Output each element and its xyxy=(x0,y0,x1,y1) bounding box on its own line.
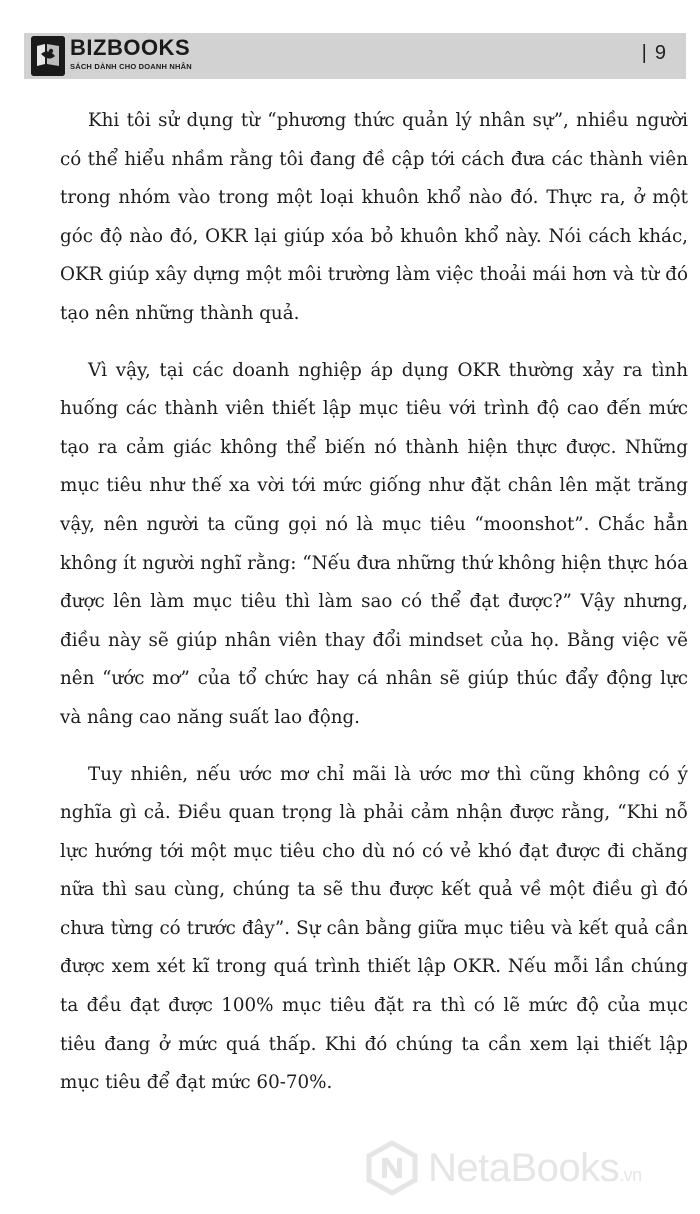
paragraph-1: Khi tôi sử dụng từ “phương thức quản lý nhân sự”, nhiều người có thể hiểu nhầm rằng tôi đang đề cập tới cách đưa các thành viên trong nhóm vào trong một loại khuôn khổ nào đó. Thực ra, ở một góc độ nào đó, OKR lại giúp xóa bỏ khuôn khổ này. Nói cách khác, OKR giúp xây dựng một môi trường làm việc thoải mái hơn và từ đó tạo nên những thành quả. xyxy=(60,110,688,324)
watermark xyxy=(364,1140,694,1200)
page-number: 9 xyxy=(654,42,666,64)
book-mark-icon xyxy=(31,36,65,76)
watermark-brand: NetaBooks xyxy=(428,1146,620,1190)
watermark-text xyxy=(428,1146,642,1191)
paragraph-3: Tuy nhiên, nếu ước mơ chỉ mãi là ước mơ thì cũng không có ý nghĩa gì cả. Điều quan trọng là phải cảm nhận được rằng, “Khi nỗ lực hướng tới một mục tiêu cho dù nó có vẻ khó đạt được đi chăng nữa thì sau cùng, chúng ta sẽ thu được kết quả về một điều gì đó chưa từng có trước đây”. Sự cân bằng giữa mục tiêu và kết quả cần được xem xét kĩ trong quá trình thiết lập OKR. Nếu mỗi lần chúng ta đều đạt được 100% mục tiêu đặt ra thì có lẽ mức độ của mục tiêu đang ở mức quá thấp. Khi đó chúng ta cần xem lại thiết lập mục tiêu để đạt mức 60-70%. xyxy=(60,763,688,1094)
paragraph-2: Vì vậy, tại các doanh nghiệp áp dụng OKR thường xảy ra tình huống các thành viên thiết lập mục tiêu với trình độ cao đến mức tạo ra cảm giác không thể biến nó thành hiện thực được. Những mục tiêu như thế xa vời tới mức giống như đặt chân lên mặt trăng vậy, nên người ta cũng gọi nó là mục tiêu “moonshot”. Chắc hẳn không ít người nghĩ rằng: “Nếu đưa những thứ không hiện thực hóa được lên làm mục tiêu thì làm sao có thể đạt được?” Vậy nhưng, điều này sẽ giúp nhân viên thay đổi mindset của họ. Bằng việc vẽ nên “ước mơ” của tổ chức hay cá nhân sẽ giúp thúc đẩy động lực và nâng cao năng suất lao động. xyxy=(60,359,688,728)
publisher-logo xyxy=(70,36,192,72)
netabooks-logo-icon xyxy=(364,1140,420,1196)
page-number-label xyxy=(642,42,666,65)
publisher-name: BIZBOOKS xyxy=(70,35,191,60)
body-text xyxy=(60,102,688,1121)
watermark-domain: .vn xyxy=(619,1165,642,1185)
publisher-tagline: SÁCH DÀNH CHO DOANH NHÂN xyxy=(70,62,192,71)
page-number-separator: | xyxy=(641,42,647,64)
